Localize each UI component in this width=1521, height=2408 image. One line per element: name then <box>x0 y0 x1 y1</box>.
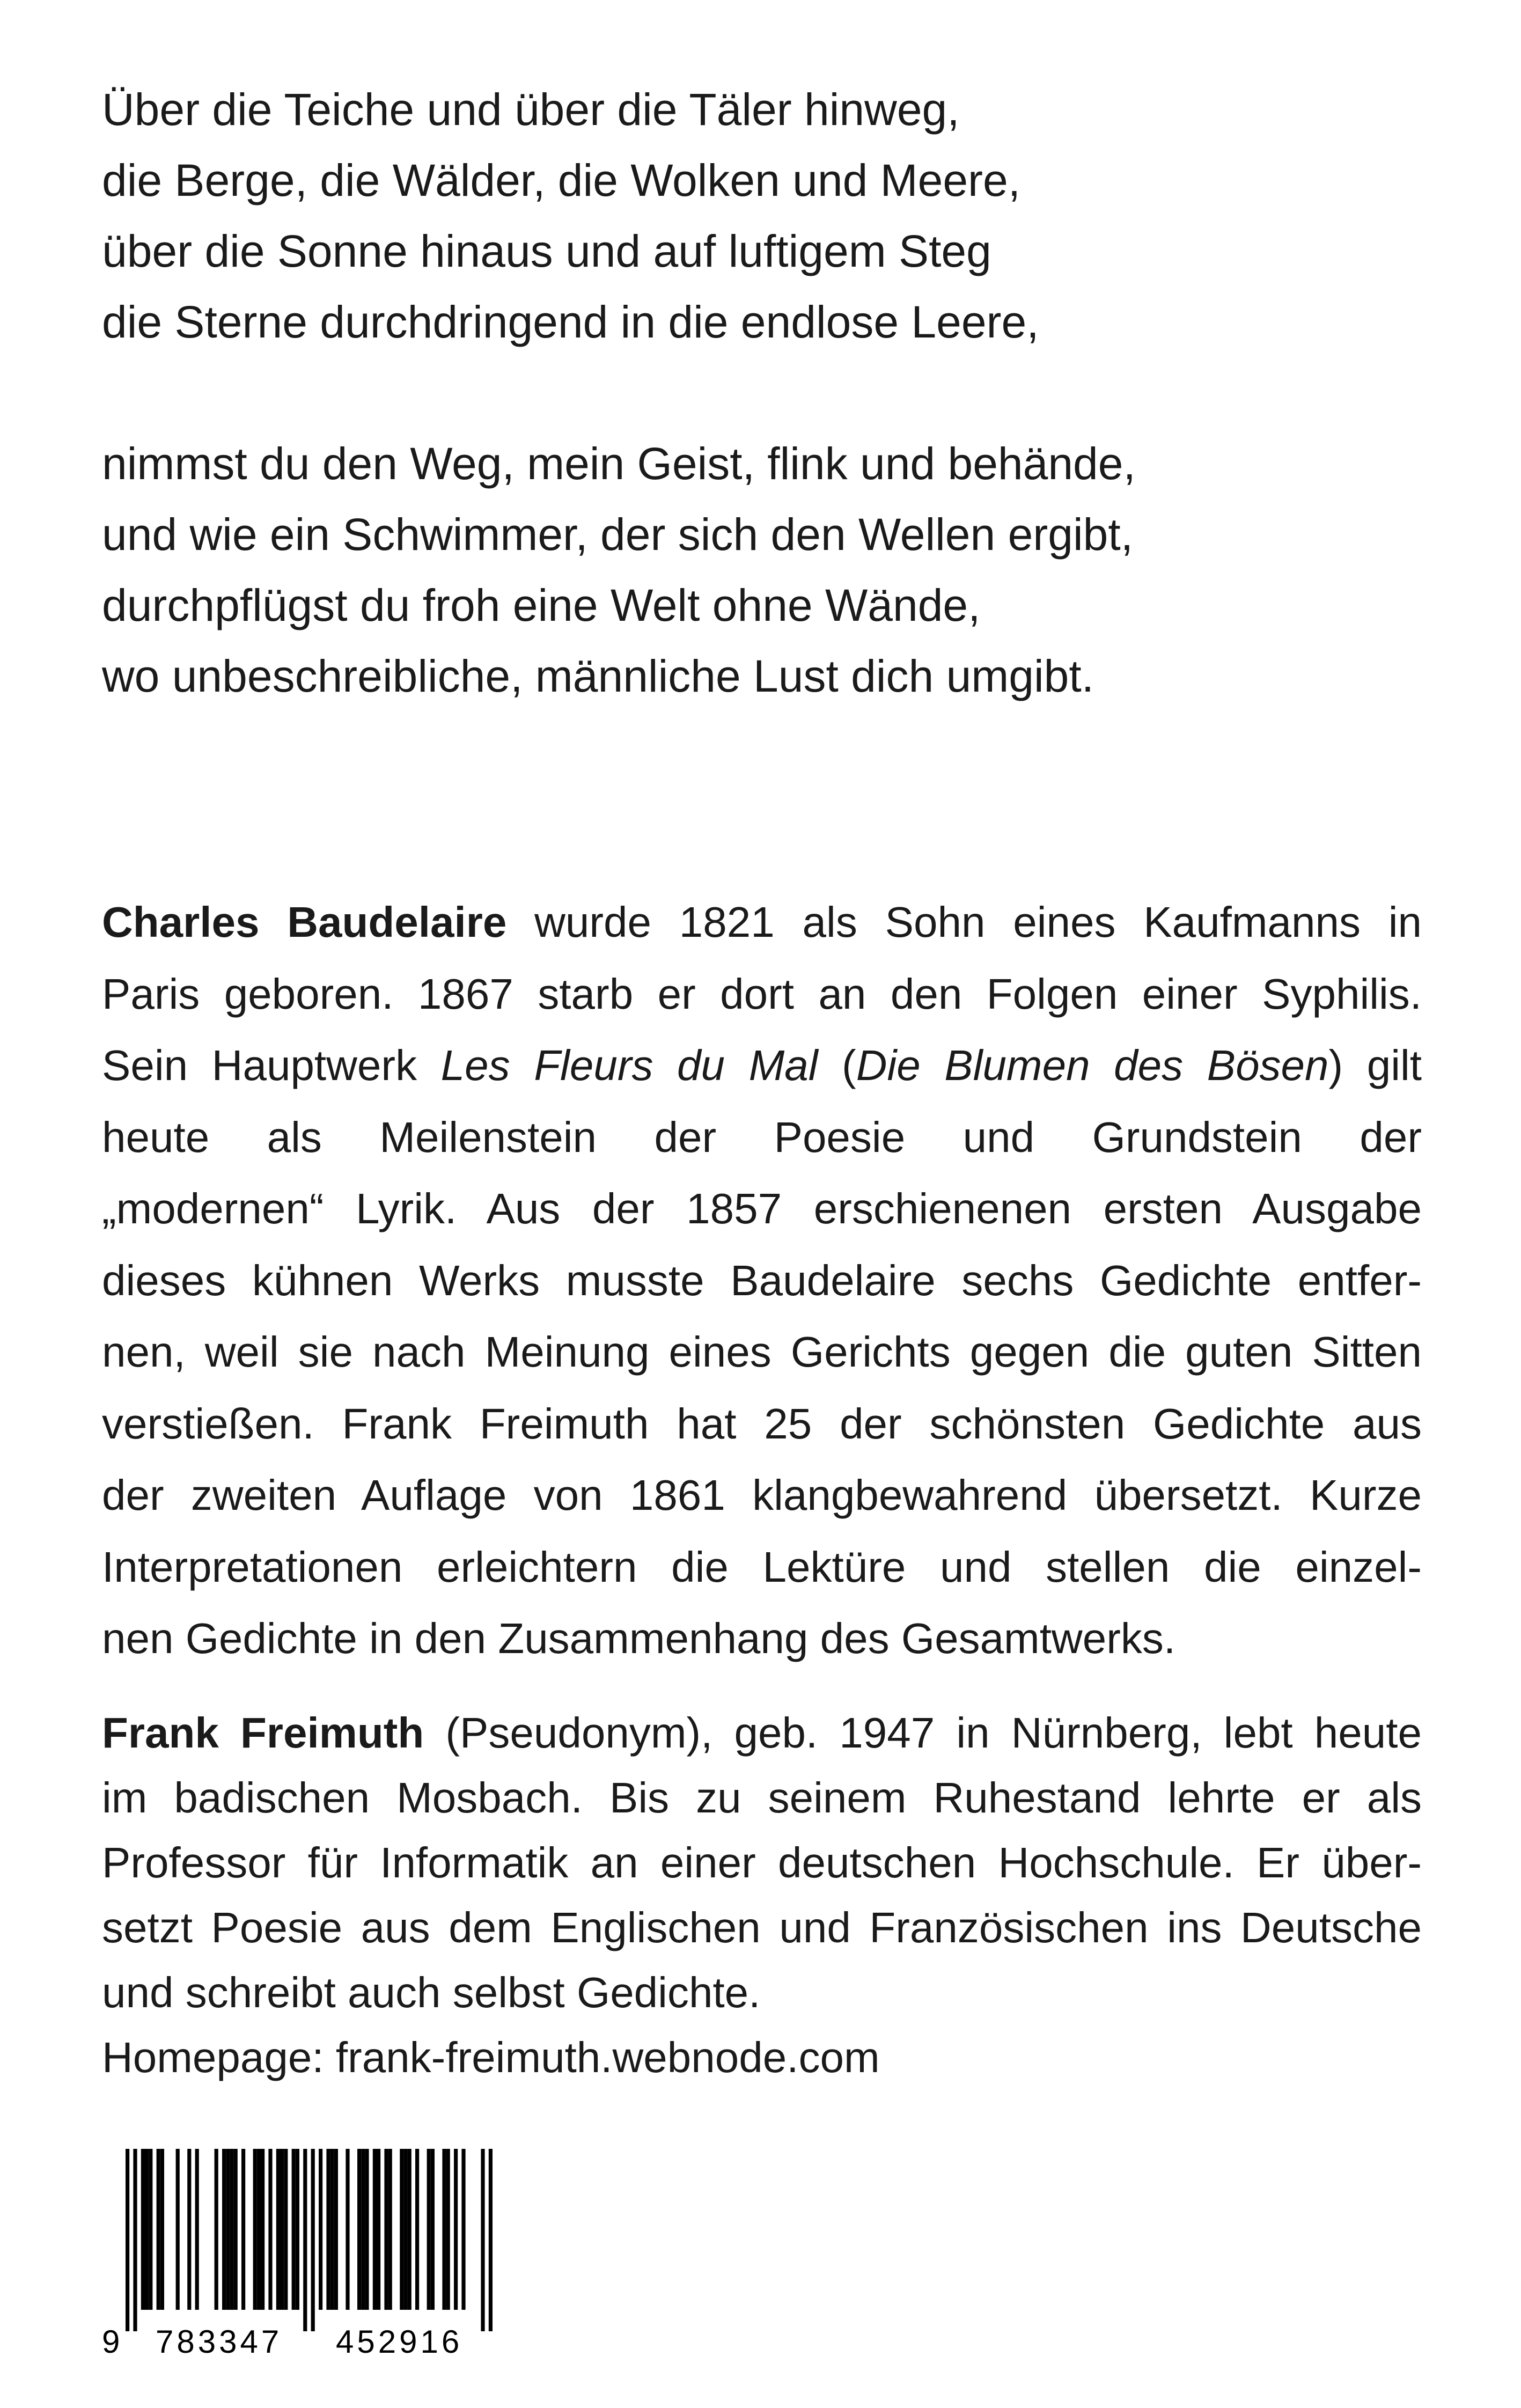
barcode-bar <box>361 2149 365 2310</box>
text-line: im badischen Mosbach. Bis zu seinem Ruhestand lehrte er als <box>102 1773 1422 1822</box>
poem-line: nimmst du den Weg, mein Geist, flink und behände, <box>102 438 1136 489</box>
barcode-bar <box>149 2149 152 2310</box>
barcode-bar <box>373 2149 377 2310</box>
barcode-guard-bar <box>311 2149 315 2331</box>
translator-paragraph <box>102 1700 1422 2090</box>
barcode-bar <box>176 2149 180 2310</box>
text-line: heute als Meilenstein der Poesie und Grundstein der <box>102 1113 1422 1161</box>
barcode-bar <box>145 2149 149 2310</box>
barcode-bar <box>280 2149 284 2310</box>
barcode-bar <box>400 2149 403 2310</box>
work-title: Les Fleurs du Mal <box>440 1041 818 1089</box>
text-line: nen Gedichte in den Zusammenhang des Gesamtwerks. <box>102 1614 1176 1662</box>
barcode-bar <box>141 2149 145 2310</box>
barcode-bar <box>296 2149 299 2310</box>
text-line: Sein Hauptwerk Les Fleurs du Mal (Die Blumen des Bösen) gilt <box>102 1041 1422 1089</box>
barcode-bar <box>346 2149 349 2310</box>
author-paragraph <box>102 886 1422 1675</box>
barcode-bar <box>261 2149 264 2310</box>
barcode-guard-bar <box>303 2149 307 2331</box>
barcode-bar <box>215 2149 218 2310</box>
barcode-bar <box>319 2149 322 2310</box>
barcode-bar <box>330 2149 334 2310</box>
isbn-barcode <box>98 2149 548 2363</box>
barcode-bar <box>454 2149 458 2310</box>
author-name: Charles Baudelaire <box>102 898 507 946</box>
barcode-bar <box>415 2149 419 2310</box>
poem-line: die Berge, die Wälder, die Wolken und Meere, <box>102 155 1021 205</box>
barcode-bar <box>446 2149 450 2310</box>
translator-name: Frank Freimuth <box>102 1708 424 1757</box>
barcode-bar <box>388 2149 392 2310</box>
barcode-guard-bar <box>489 2149 493 2331</box>
barcode-bar <box>427 2149 431 2310</box>
barcode-bars <box>98 2149 548 2331</box>
barcode-bar <box>230 2149 233 2310</box>
barcode-bar <box>268 2149 272 2310</box>
text-line: verstießen. Frank Freimuth hat 25 der schönsten Gedichte aus <box>102 1399 1422 1448</box>
barcode-guard-bar <box>481 2149 484 2331</box>
barcode-bar <box>292 2149 296 2310</box>
barcode-bar <box>357 2149 361 2310</box>
poem-line: wo unbeschreibliche, männliche Lust dich umgibt. <box>102 651 1094 701</box>
barcode-digits-right: 452916 <box>336 2324 463 2360</box>
poem <box>102 74 1443 711</box>
text-line: der zweiten Auflage von 1861 klangbewahrend übersetzt. Kurze <box>102 1471 1422 1519</box>
barcode-bar <box>157 2149 160 2310</box>
barcode-digit-first: 9 <box>102 2324 120 2360</box>
barcode-digits-left: 783347 <box>156 2324 283 2360</box>
text-line: Charles Baudelaire wurde 1821 als Sohn eines Kaufmanns in <box>102 898 1422 946</box>
text-line: und schreibt auch selbst Gedichte. <box>102 1968 761 2016</box>
barcode-bar <box>461 2149 465 2310</box>
poem-line: die Sterne durchdringend in die endlose Leere, <box>102 297 1039 347</box>
barcode-bar <box>241 2149 245 2310</box>
barcode-bar <box>326 2149 330 2310</box>
barcode-bar <box>284 2149 288 2310</box>
barcode-bar <box>253 2149 257 2310</box>
text-line: Interpretationen erleichtern die Lektüre und stellen die einzel- <box>102 1543 1422 1591</box>
barcode-bar <box>365 2149 369 2310</box>
poem-stanza-2 <box>102 428 1443 711</box>
barcode-bar <box>384 2149 388 2310</box>
back-cover-blurb <box>102 886 1422 2090</box>
text-line: nen, weil sie nach Meinung eines Gerichts gegen die guten Sitten <box>102 1328 1422 1376</box>
barcode-bar <box>377 2149 380 2310</box>
text-line: „modernen“ Lyrik. Aus der 1857 erschienenen ersten Ausgabe <box>102 1185 1422 1232</box>
poem-line: über die Sonne hinaus und auf luftigem Steg <box>102 226 991 276</box>
barcode-bar <box>408 2149 412 2310</box>
barcode-bar <box>160 2149 164 2310</box>
barcode-bar <box>442 2149 446 2310</box>
poem-line: und wie ein Schwimmer, der sich den Wellen ergibt, <box>102 509 1134 560</box>
text-line: Frank Freimuth (Pseudonym), geb. 1947 in Nürnberg, lebt heute <box>102 1708 1422 1757</box>
text-line: setzt Poesie aus dem Englischen und Französischen ins Deutsche <box>102 1903 1422 1951</box>
barcode-guard-bar <box>133 2149 137 2331</box>
homepage-link[interactable]: Homepage: frank-freimuth.webnode.com <box>102 2033 880 2081</box>
poem-line: durchpflügst du froh eine Welt ohne Wände, <box>102 580 981 630</box>
barcode-bar <box>431 2149 435 2310</box>
poem-stanza-1 <box>102 74 1443 357</box>
barcode-bar <box>334 2149 338 2310</box>
barcode-bar <box>403 2149 407 2310</box>
barcode-bar <box>257 2149 261 2310</box>
barcode-bar <box>187 2149 191 2310</box>
text-line: Paris geboren. 1867 starb er dort an den Folgen einer Syphilis. <box>102 970 1422 1018</box>
text-line: Professor für Informatik an einer deutschen Hochschule. Er über- <box>102 1838 1422 1886</box>
text-line: dieses kühnen Werks musste Baudelaire sechs Gedichte entfer- <box>102 1256 1422 1304</box>
barcode-bar <box>276 2149 280 2310</box>
barcode-bar <box>234 2149 238 2310</box>
barcode-guard-bar <box>126 2149 129 2331</box>
barcode-bar <box>226 2149 230 2310</box>
barcode-bar <box>222 2149 226 2310</box>
work-title-german: Die Blumen des Bösen <box>856 1041 1329 1089</box>
barcode-bar <box>195 2149 199 2310</box>
poem-line: Über die Teiche und über die Täler hinweg, <box>102 84 960 135</box>
